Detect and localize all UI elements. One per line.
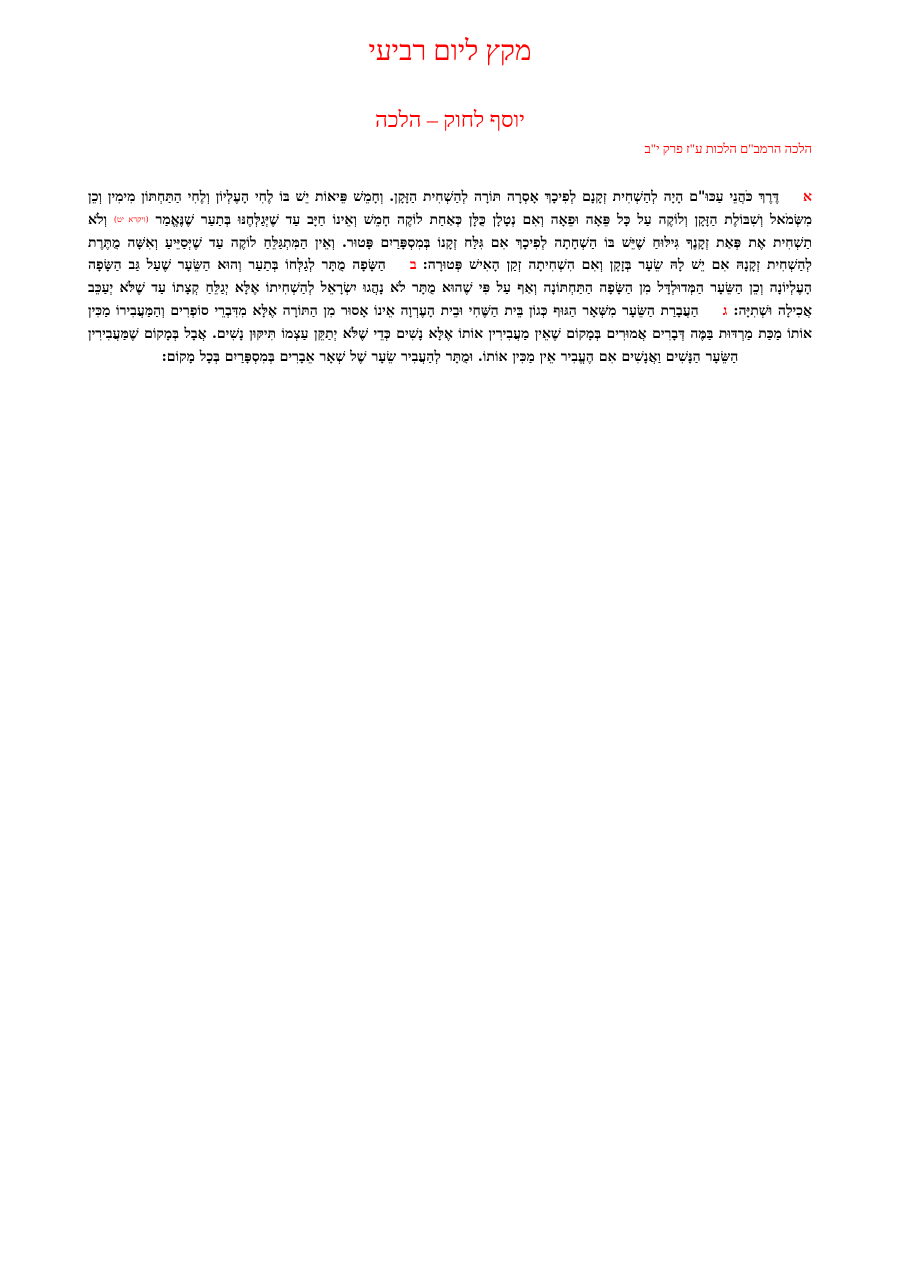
halacha-3-text: הַעֲבָרַת הַשֵּׂעָר מִשְּׁאָר הַגּוּף כְּגוֹן בֵּית הַשֶּׁחִי וּבֵית הָעֶרְוָה אֵינוֹ אָסוּר מִן הַתּוֹרָה אֶלָּא מִדִּבְרֵי סוֹפְרִים וְהַמַּעֲבִירוֹ מַכִּין אוֹתוֹ מַכַּת מַרְדּוּת בַּמֶּה דְּבָרִים אֲמוּרִים בְּמָקוֹם שֶׁאֵין מַעֲבִירִין אוֹתוֹ אֶלָּא נָשִׁים כְּדֵי שֶׁלֹּא יְתַקֵּן עַצְמוֹ תִּיקּוּן נָשִׁים. אֲבָל בְּמָקוֹם שֶׁמַּעֲבִירִין הַשֵּׂעָר הַנָּשִׁים וַאֲנָשִׁים אִם הֶעֱבִיר אֵין מַכִּין אוֹתוֹ. וּמֻתָּר לְהַעֲבִיר שֵׂעָר שֶׁל שְׁאָר אֵבָרִים בְּמִסְפָּרַיִם בְּכָל מָקוֹם: <box>88 302 812 365</box>
halacha-marker-1: א <box>803 189 812 205</box>
halacha-marker-3: ג <box>722 302 728 319</box>
verse-reference: (ויקרא יט) <box>113 214 149 224</box>
halacha-text-block <box>88 186 812 368</box>
halacha-2-text: הַשָּׂפָה מֻתָּר לְגַלְּחוֹ בְּתַעַר וְהוּא הַשֵּׂעָר שֶׁעַל גַּב הַשָּׂפָה הָעֶלְיוֹנָה וְכֵן הַשֵּׂעָר הַמְּדוּלְדָּל מִן הַשָּׂפָה הַתַּחְתּוֹנָה וְאַף עַל פִּי שֶׁהוּא מֻתָּר לֹא נָהֲגוּ יִשְׂרָאֵל לְהַשְׁחִיתוֹ אֶלָּא יְגַלֵּחַ קְצָתוֹ עַד שֶׁלֹּא יְעַכֵּב אֲכִילָה וּשְׁתִיָּה: <box>88 257 812 319</box>
page-subtitle: יוסף לחוק – הלכה <box>375 107 525 132</box>
halacha-1-text-before-ref: דֶּרֶךְ כֹּהֲנֵי עַכּוּ"ם הָיָה לְהַשְׁחִית זְקָנָם לְפִיכָךְ אָסְרָה תּוֹרָה לְהַשְׁחִית הַזָּקָן. וְחָמֵשׁ פֵּיאוֹת יֵשׁ בּוֹ לֶחִי הָעֶלְיוֹן וְלֶחִי הַתַּחְתּוֹן מִימִין וְכֵן מִשְּׂמֹאל וְשִׁבּוֹלֶת הַזָּקָן וְלוֹקֶה עַל כָּל פֵּאָה וּפֵאָה וְאִם נְטָלָן כֻּלָּן כְּאַחַת לוֹקֶה חָמֵשׁ וְאֵינוֹ חַיָּב עַד שֶׁיְּגַלְּחֶנּוּ בְּתַעַר שֶׁנֶּאֱמַר <box>88 189 813 228</box>
halacha-1-text-after-ref: וְלֹא תַשְׁחִית אֶת פְּאַת זְקָנֶךָ גִּילּוּחַ שֶׁיֵּשׁ בּוֹ הַשְׁחָתָה לְפִיכָךְ אִם גִּלַּח זְקָנוֹ בְּמִסְפָּרַיִם פָּטוּר. וְאֵין הַמִּתְגַּלֵּחַ לוֹקֶה עַד שֶׁיְּסַיֵּיעַ וְאִשָּׁה מֻתֶּרֶת לְהַשְׁחִית זְקָנָהּ אִם יֵשׁ לָהּ שֵׂעָר בְּזָקָן וְאִם הִשְׁחִיתָה זְקַן הָאִישׁ פְּטוּרָה: <box>88 211 812 274</box>
halacha-marker-2: ב <box>409 257 417 274</box>
source-reference: הלכה הרמב"ם הלכות ע"ז פרק י"ב <box>644 141 812 156</box>
page-title: מקץ ליום רביעי <box>368 36 532 67</box>
